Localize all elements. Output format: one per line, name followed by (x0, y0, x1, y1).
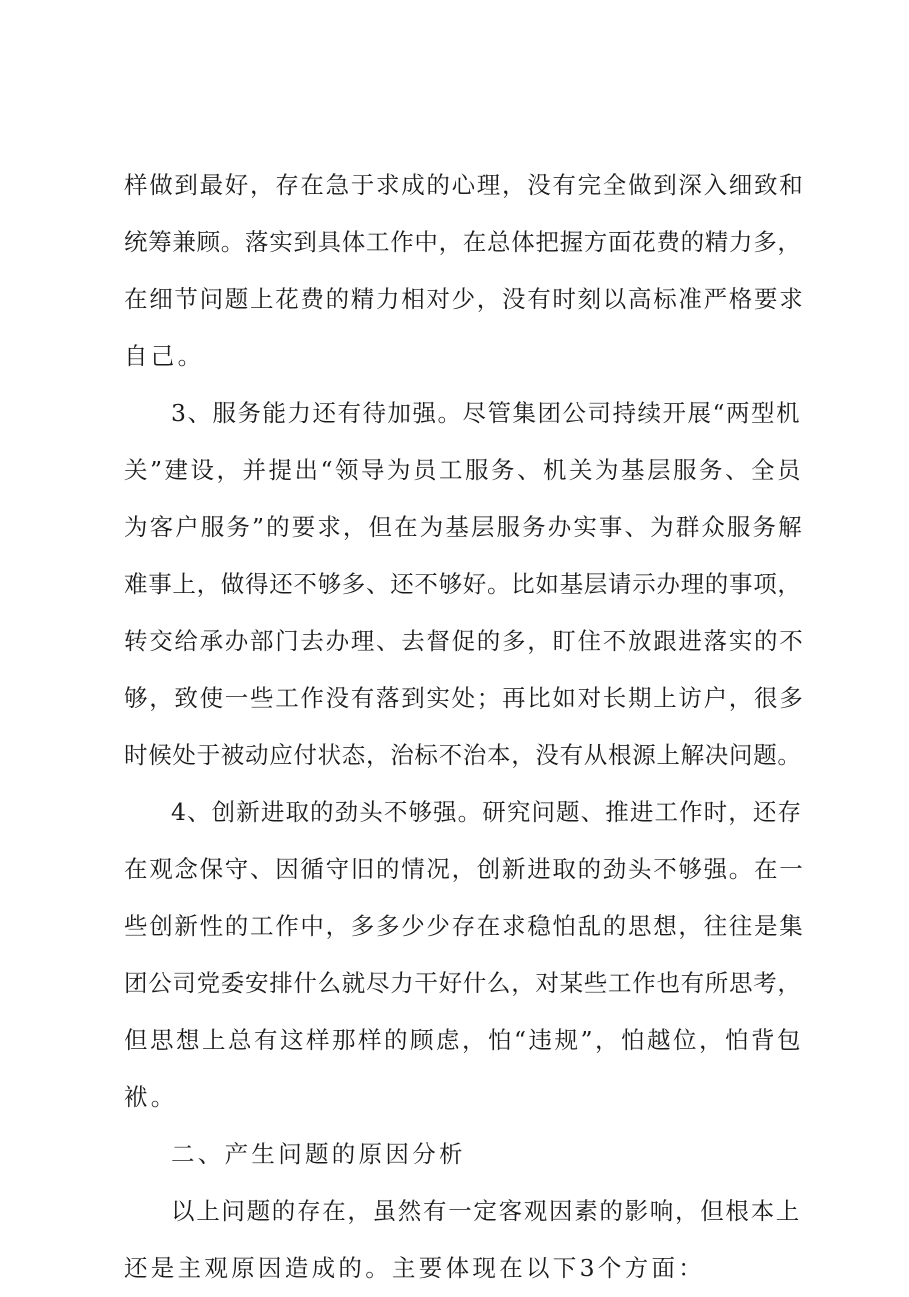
text-line: 时候处于被动应付状态，治标不治本，没有从根源上解决问题。 (124, 741, 802, 769)
text-line: 关”建设，并提出“领导为员工服务、机关为基层服务、全员 (124, 456, 804, 484)
text-line: 团公司党委安排什么就尽力干好什么，对某些工作也有所思考， (124, 969, 802, 997)
text-line: 自己。 (124, 342, 205, 370)
text-line: 还是主观原因造成的。主要体现在以下3个方面： (124, 1254, 706, 1282)
text-line: 为客户服务”的要求，但在为基层服务办实事、为群众服务解 (124, 513, 804, 541)
text-line: 统筹兼顾。落实到具体工作中，在总体把握方面花费的精力多， (124, 228, 802, 256)
text-line: 转交给承办部门去办理、去督促的多，盯住不放跟进落实的不 (124, 627, 805, 655)
text-line: 难事上，做得还不够多、还不够好。比如基层请示办理的事项， (124, 570, 802, 598)
text-line: 在细节问题上花费的精力相对少，没有时刻以高标准严格要求 (124, 285, 805, 313)
document-body (124, 157, 804, 1297)
text-line: 在观念保守、因循守旧的情况，创新进取的劲头不够强。在一 (124, 855, 805, 883)
text-line: 但思想上总有这样那样的顾虑，怕“违规”，怕越位，怕背包 (124, 1026, 804, 1054)
item-3-heading-line: 3、服务能力还有待加强。尽管集团公司持续开展“两型机 (171, 399, 801, 427)
item-4-heading-line: 4、创新进取的劲头不够强。研究问题、推进工作时，还存 (171, 798, 803, 826)
text-line: 以上问题的存在，虽然有一定客观因素的影响，但根本上 (171, 1197, 801, 1225)
text-line: 些创新性的工作中，多多少少存在求稳怕乱的思想，往往是集 (124, 912, 805, 940)
text-line: 够，致使一些工作没有落到实处；再比如对长期上访户，很多 (124, 684, 805, 712)
text-line: 袱。 (124, 1083, 178, 1111)
section-heading: 二、产生问题的原因分析 (171, 1140, 466, 1168)
text-line: 样做到最好，存在急于求成的心理，没有完全做到深入细致和 (124, 171, 805, 199)
